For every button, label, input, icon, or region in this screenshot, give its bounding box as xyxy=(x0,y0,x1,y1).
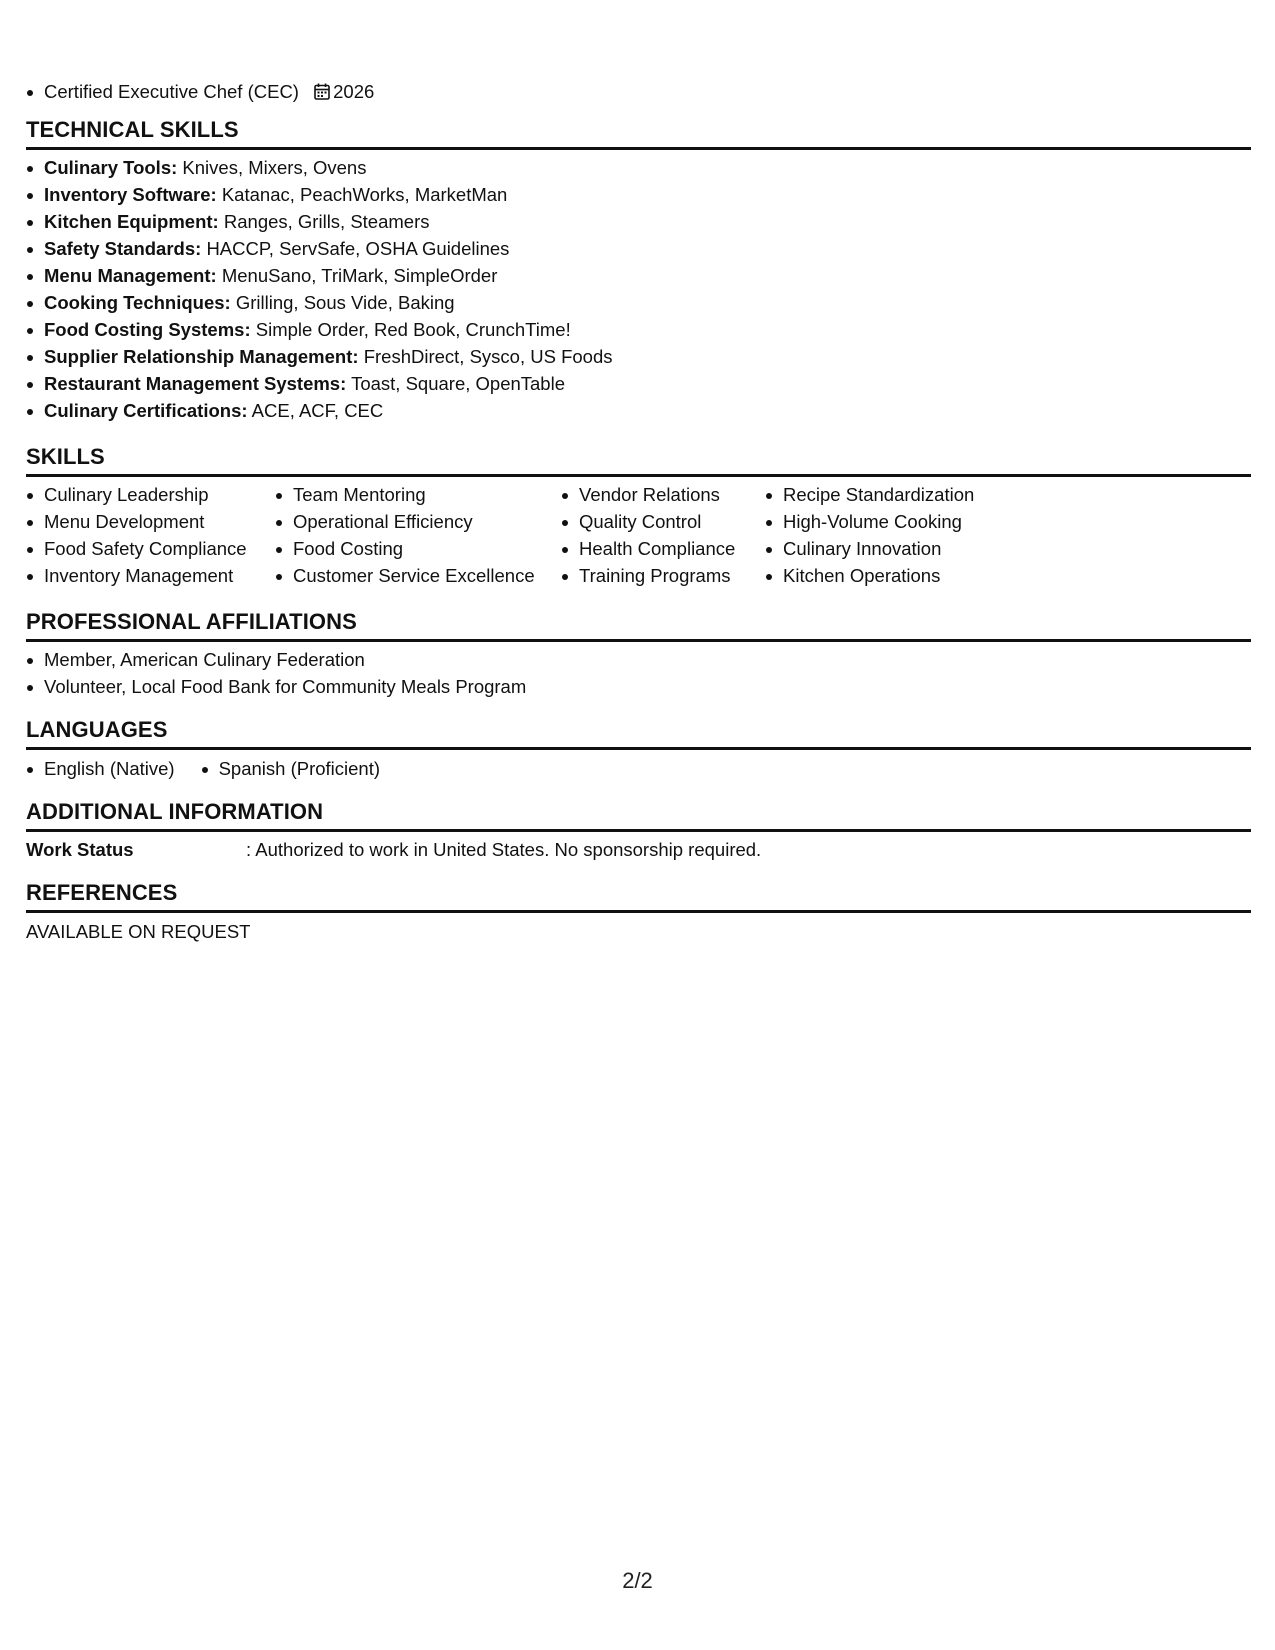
references-text: AVAILABLE ON REQUEST xyxy=(26,921,251,942)
skills-grid xyxy=(26,481,1025,589)
references-heading: REFERENCES xyxy=(26,879,1251,913)
technical-skills-heading: TECHNICAL SKILLS xyxy=(26,116,1251,150)
skill-item: Quality Control xyxy=(561,508,765,535)
technical-skill-item xyxy=(26,370,612,397)
technical-skill-label: Safety Standards: xyxy=(44,238,202,259)
technical-skill-value: MenuSano, TriMark, SimpleOrder xyxy=(221,265,498,286)
skill-item: Inventory Management xyxy=(26,562,275,589)
technical-skill-item xyxy=(26,316,612,343)
skills-column xyxy=(765,481,1025,589)
skills-column xyxy=(561,481,765,589)
affiliation-item: Volunteer, Local Food Bank for Community Meals Program xyxy=(26,673,526,700)
skill-item: Culinary Innovation xyxy=(765,535,1025,562)
technical-skill-item xyxy=(26,289,612,316)
skill-item: Food Costing xyxy=(275,535,561,562)
skill-item: Food Safety Compliance xyxy=(26,535,275,562)
affiliations-heading: PROFESSIONAL AFFILIATIONS xyxy=(26,608,1251,642)
certification-name: Certified Executive Chef (CEC) xyxy=(44,81,299,102)
technical-skill-value: Knives, Mixers, Ovens xyxy=(182,157,367,178)
technical-skills-list xyxy=(26,154,612,424)
skills-column xyxy=(26,481,275,589)
skill-item: Recipe Standardization xyxy=(765,481,1025,508)
technical-skill-item xyxy=(26,208,612,235)
technical-skill-value: Katanac, PeachWorks, MarketMan xyxy=(221,184,508,205)
technical-skill-label: Cooking Techniques: xyxy=(44,292,231,313)
skills-column xyxy=(275,481,561,589)
skill-item: Vendor Relations xyxy=(561,481,765,508)
technical-skill-label: Menu Management: xyxy=(44,265,217,286)
skill-item: Team Mentoring xyxy=(275,481,561,508)
work-status-value: : Authorized to work in United States. No sponsorship required. xyxy=(246,839,762,860)
technical-skill-value: FreshDirect, Sysco, US Foods xyxy=(363,346,613,367)
technical-skill-item xyxy=(26,235,612,262)
work-status-label: Work Status xyxy=(26,839,134,860)
skill-item: Operational Efficiency xyxy=(275,508,561,535)
technical-skill-value: Toast, Square, OpenTable xyxy=(351,373,565,394)
affiliation-item: Member, American Culinary Federation xyxy=(26,646,526,673)
technical-skill-value: Ranges, Grills, Steamers xyxy=(223,211,430,232)
technical-skill-value: Simple Order, Red Book, CrunchTime! xyxy=(255,319,571,340)
technical-skill-label: Food Costing Systems: xyxy=(44,319,251,340)
calendar-icon xyxy=(314,80,330,107)
technical-skill-label: Restaurant Management Systems: xyxy=(44,373,347,394)
skill-item: Customer Service Excellence xyxy=(275,562,561,589)
technical-skill-value: Grilling, Sous Vide, Baking xyxy=(235,292,455,313)
language-item: English (Native) xyxy=(26,755,175,782)
technical-skill-value: HACCP, ServSafe, OSHA Guidelines xyxy=(206,238,510,259)
technical-skill-label: Inventory Software: xyxy=(44,184,217,205)
technical-skill-label: Kitchen Equipment: xyxy=(44,211,219,232)
additional-info-heading: ADDITIONAL INFORMATION xyxy=(26,798,1251,832)
technical-skill-label: Culinary Tools: xyxy=(44,157,178,178)
technical-skill-label: Supplier Relationship Management: xyxy=(44,346,359,367)
skill-item: Menu Development xyxy=(26,508,275,535)
language-item: Spanish (Proficient) xyxy=(201,755,380,782)
technical-skill-label: Culinary Certifications: xyxy=(44,400,248,421)
certification-item xyxy=(26,78,374,107)
skill-item: Health Compliance xyxy=(561,535,765,562)
technical-skill-item xyxy=(26,343,612,370)
certification-list xyxy=(26,78,374,107)
technical-skill-item xyxy=(26,397,612,424)
technical-skill-item xyxy=(26,154,612,181)
technical-skill-value: ACE, ACF, CEC xyxy=(251,400,384,421)
skill-item: Kitchen Operations xyxy=(765,562,1025,589)
skill-item: High-Volume Cooking xyxy=(765,508,1025,535)
work-status-row xyxy=(26,836,761,863)
page-number: 2/2 xyxy=(622,1568,653,1593)
languages-heading: LANGUAGES xyxy=(26,716,1251,750)
technical-skill-item xyxy=(26,181,612,208)
skills-heading: SKILLS xyxy=(26,443,1251,477)
certification-year: 2026 xyxy=(333,81,375,102)
technical-skill-item xyxy=(26,262,612,289)
skill-item: Training Programs xyxy=(561,562,765,589)
affiliations-list xyxy=(26,646,526,700)
skill-item: Culinary Leadership xyxy=(26,481,275,508)
languages-list xyxy=(26,755,406,782)
